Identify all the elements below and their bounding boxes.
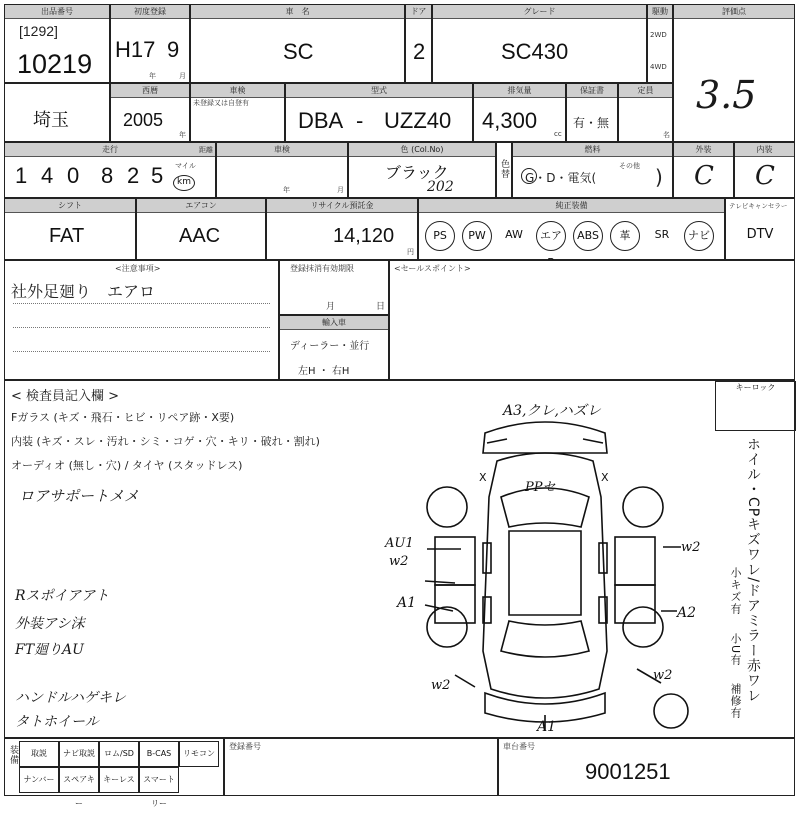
type-cell bbox=[285, 83, 473, 142]
lot-number: 10219 bbox=[17, 49, 93, 79]
right-vertical-sub2: 小U有 bbox=[729, 633, 742, 667]
recycle-cell bbox=[266, 198, 418, 260]
footer-equip-label: 装備 bbox=[8, 745, 18, 765]
registration-label: 登録抹消有効期限 bbox=[290, 264, 354, 273]
lot-label: 出品番号 bbox=[5, 5, 109, 19]
year-unit-2: 年 bbox=[179, 131, 186, 139]
diagram-xx-right: X bbox=[601, 471, 609, 484]
footer-item-top-4: リモコン bbox=[179, 741, 219, 767]
mileage-digit-3: 0 bbox=[67, 163, 80, 188]
exterior-label: 外装 bbox=[674, 143, 733, 157]
score-cell bbox=[673, 4, 795, 142]
capacity-cell bbox=[618, 83, 673, 142]
recycle-unit: 円 bbox=[407, 248, 414, 256]
footer-item-bottom-3: スマートリー bbox=[139, 767, 179, 793]
notes-line-2 bbox=[13, 327, 270, 328]
capacity-unit: 名 bbox=[663, 131, 670, 139]
color-change-label: 色替 bbox=[499, 159, 509, 179]
equipment-dtv: DTV bbox=[746, 227, 774, 242]
drive-2wd: 2WD bbox=[650, 31, 667, 39]
color-cell bbox=[348, 142, 496, 198]
displacement-unit: cc bbox=[554, 130, 562, 138]
color-label: 色 (Col.No) bbox=[349, 143, 495, 157]
fuel-close: ) bbox=[655, 165, 663, 189]
exterior-cell bbox=[673, 142, 734, 198]
interior-value: C bbox=[755, 161, 775, 191]
score-label: 評価点 bbox=[674, 5, 794, 19]
inspection-note: 未登録又は自登有 bbox=[193, 99, 249, 107]
ac-value: AAC bbox=[179, 225, 221, 247]
diagram-top-note: A3,クレ,ハズレ bbox=[503, 403, 601, 419]
diagram-rear-window bbox=[501, 621, 589, 657]
diagram-right-low: w2 bbox=[653, 668, 673, 683]
mileage-digit-5: 2 bbox=[127, 163, 140, 188]
model-label: 車 名 bbox=[191, 5, 404, 19]
ac-cell bbox=[136, 198, 266, 260]
displacement-value: 4,300 bbox=[482, 108, 538, 133]
right-vertical-sub1: 小キズ有 bbox=[729, 567, 742, 615]
mileage-digit-4: 8 bbox=[101, 163, 114, 188]
grade-label: グレード bbox=[433, 5, 646, 19]
diagram-bottom: A1 bbox=[537, 719, 557, 735]
diagram-left-mid: A1 bbox=[397, 595, 417, 611]
type-prefix: DBA bbox=[298, 108, 344, 133]
fuel-cell bbox=[512, 142, 673, 198]
diagram-front-bumper bbox=[483, 422, 607, 453]
footer-reg-cell bbox=[224, 738, 498, 796]
right-vertical-sub3: 補修有 bbox=[729, 683, 742, 719]
warranty-value: 有・無 bbox=[573, 116, 610, 130]
equipment-item-ps: PS bbox=[425, 221, 455, 251]
equipment-item-aw: AW bbox=[505, 228, 523, 241]
footer-chassis-cell bbox=[498, 738, 795, 796]
footer-equip-cell bbox=[4, 738, 224, 808]
equipment-item-ナビ: ナビ bbox=[684, 221, 714, 251]
diagram-right-mid: A2 bbox=[677, 605, 697, 621]
registration-month: 月 bbox=[326, 302, 336, 312]
equipment-item-革: 革 bbox=[610, 221, 640, 251]
diagram-front-lights bbox=[487, 439, 603, 443]
notes-value: 社外足廻り エアロ bbox=[11, 282, 156, 301]
diagram-roof-note: PPセ bbox=[525, 480, 556, 495]
registration-cell bbox=[279, 260, 389, 315]
mileage-digit-6: 5 bbox=[151, 163, 164, 188]
diagram-wheel-rl bbox=[427, 607, 467, 647]
equipment-item-abs: ABS bbox=[573, 221, 603, 251]
footer-reg-label: 登録番号 bbox=[229, 742, 261, 751]
kei-month: 月 bbox=[337, 186, 344, 194]
inspector-line-1: Fガラス (キズ・飛石・ヒビ・リペア跡・X要) bbox=[11, 411, 235, 424]
import-label: 輸入車 bbox=[280, 316, 388, 330]
footer-chassis-value: 9001251 bbox=[585, 759, 671, 784]
footer-item-top-1: ナビ取説 bbox=[59, 741, 99, 767]
kei-label: 車検 bbox=[217, 143, 347, 157]
doors-cell bbox=[405, 4, 432, 83]
type-value: UZZ40 bbox=[384, 108, 452, 133]
notes-line-1 bbox=[13, 303, 270, 304]
inspector-line-3: オーディオ (無し・穴) / タイヤ (スタッドレス) bbox=[11, 459, 243, 472]
month-unit: 月 bbox=[179, 72, 186, 80]
equipment-item-pw: PW bbox=[462, 221, 492, 251]
model-value: SC bbox=[283, 39, 314, 64]
fuel-other: その他 bbox=[619, 162, 640, 170]
diagram-wheel-rr bbox=[623, 607, 663, 647]
inspector-hand-6: タトホイール bbox=[15, 714, 99, 730]
registration-day: 日 bbox=[376, 302, 386, 312]
inspector-hand-4: FT廻りAU bbox=[15, 642, 84, 658]
model-cell bbox=[190, 4, 405, 83]
ac-label: エアコン bbox=[137, 199, 265, 213]
displacement-label: 排気量 bbox=[474, 84, 565, 98]
diagram-right-door bbox=[615, 537, 655, 585]
pref-value: 埼玉 bbox=[33, 110, 69, 131]
color-change-cell bbox=[496, 142, 512, 198]
first-reg-label: 初度登録 bbox=[111, 5, 189, 19]
year-label: 西暦 bbox=[111, 84, 189, 98]
drive-label: 駆動 bbox=[648, 5, 672, 19]
sales-point-cell bbox=[389, 260, 795, 380]
inspector-cell bbox=[4, 380, 795, 738]
shift-cell bbox=[4, 198, 136, 260]
displacement-cell bbox=[473, 83, 566, 142]
inspector-label: < 検査員記入欄 > bbox=[11, 389, 120, 404]
sales-point-label: <セールスポイント> bbox=[394, 264, 471, 273]
warranty-label: 保証書 bbox=[567, 84, 617, 98]
color-code: 202 bbox=[427, 179, 454, 195]
shift-value: FAT bbox=[49, 225, 85, 247]
diagram-left-rear-panel bbox=[435, 585, 475, 623]
mileage-flag: 距離 bbox=[199, 146, 213, 154]
diagram-left-upper: AU1 bbox=[385, 536, 414, 551]
equipment-item-エアb: エア bbox=[536, 221, 566, 251]
year-value: 2005 bbox=[123, 110, 164, 130]
pref-cell bbox=[4, 83, 110, 142]
fuel-label: 燃料 bbox=[513, 143, 672, 157]
lot-cell bbox=[4, 4, 110, 83]
footer-item-bottom-2: キーレス bbox=[99, 767, 139, 793]
capacity-label: 定員 bbox=[619, 84, 672, 98]
drive-cell bbox=[647, 4, 673, 83]
right-vertical-main: ホイル・CPキズワレ/ドアミラー赤ワレ bbox=[745, 437, 761, 703]
footer-item-top-2: ロム/SD bbox=[99, 741, 139, 767]
steering-value: 左H ・ 右H bbox=[298, 366, 350, 377]
notes-line-3 bbox=[13, 351, 270, 352]
equipment-item-sr: SR bbox=[654, 228, 670, 241]
diagram-xx-left: X bbox=[479, 471, 487, 484]
diagram-left-upper2: w2 bbox=[389, 554, 409, 569]
grade-value: SC430 bbox=[501, 39, 569, 64]
doors-value: 2 bbox=[413, 39, 426, 64]
first-reg-era: H17 bbox=[115, 37, 156, 62]
keylock-box bbox=[715, 381, 796, 431]
color-value: ブラック bbox=[385, 163, 449, 182]
notes-label: <注意事項> bbox=[115, 264, 161, 273]
lot-sub: [1292] bbox=[19, 23, 58, 39]
diagram-wheel-fr bbox=[623, 487, 663, 527]
footer-chassis-label: 車台番号 bbox=[503, 742, 535, 751]
fuel-value: G・D・電気( bbox=[525, 171, 597, 185]
drive-4wd: 4WD bbox=[650, 63, 667, 71]
recycle-value: 14,120 bbox=[333, 225, 395, 247]
diagram-left-door bbox=[435, 537, 475, 585]
diagram-roof bbox=[509, 531, 581, 615]
footer-item-top-3: B-CAS bbox=[139, 741, 179, 767]
mileage-label: 走行 bbox=[5, 143, 215, 157]
kei-cell bbox=[216, 142, 348, 198]
footer-item-bottom-0: ナンバー bbox=[19, 767, 59, 793]
inspector-hand-5: ハンドルハゲキレ bbox=[15, 690, 126, 706]
inspector-line-2: 内装 (キズ・スレ・汚れ・シミ・コゲ・穴・キリ・破れ・割れ) bbox=[11, 435, 320, 448]
inspector-hand-2: Rスポイアアト bbox=[15, 588, 110, 604]
type-label: 型式 bbox=[286, 84, 472, 98]
inspector-hand-1: ロアサポートメメ bbox=[19, 487, 139, 505]
year-unit: 年 bbox=[149, 72, 156, 80]
grade-cell bbox=[432, 4, 647, 83]
mileage-unit-km: km bbox=[173, 175, 195, 191]
mileage-unit-mile: マイル bbox=[175, 162, 196, 170]
inspection-cell bbox=[190, 83, 285, 142]
recycle-label: リサイクル預託金 bbox=[267, 199, 417, 213]
inspector-hand-3: 外装アシ沫 bbox=[15, 616, 85, 632]
interior-cell bbox=[734, 142, 795, 198]
diagram-left-low: w2 bbox=[431, 678, 451, 693]
tv-label: テレビキャンセラー bbox=[729, 202, 788, 210]
score-value: 3.5 bbox=[696, 73, 757, 117]
kei-year: 年 bbox=[283, 186, 290, 194]
car-diagram bbox=[375, 401, 715, 737]
diagram-wheel-fl bbox=[427, 487, 467, 527]
shift-label: シフト bbox=[5, 199, 135, 213]
diagram-right-upper: w2 bbox=[681, 540, 701, 555]
exterior-value: C bbox=[694, 161, 714, 191]
footer-item-top-0: 取説 bbox=[19, 741, 59, 767]
diagram-spare-wheel bbox=[654, 694, 688, 728]
mileage-cell bbox=[4, 142, 216, 198]
equipment-cell bbox=[418, 198, 725, 260]
equipment-label: 純正装備 bbox=[419, 199, 724, 213]
first-reg-cell bbox=[110, 4, 190, 83]
tv-cell bbox=[725, 198, 795, 260]
import-value: ディーラー・並行 bbox=[290, 341, 370, 352]
warranty-cell bbox=[566, 83, 618, 142]
first-reg-month: 9 bbox=[167, 37, 180, 62]
inspection-label: 車検 bbox=[191, 84, 284, 98]
interior-label: 内装 bbox=[735, 143, 794, 157]
type-dash: - bbox=[356, 108, 364, 133]
import-cell bbox=[279, 315, 389, 380]
year-cell bbox=[110, 83, 190, 142]
diagram-right-rear-panel bbox=[615, 585, 655, 623]
doors-label: ドア bbox=[406, 5, 431, 19]
mileage-digit-1: 1 bbox=[15, 163, 28, 188]
keylock-label: キーロック bbox=[735, 383, 776, 392]
notes-cell bbox=[4, 260, 279, 380]
mileage-digit-2: 4 bbox=[41, 163, 54, 188]
footer-item-bottom-1: スペアキー bbox=[59, 767, 99, 793]
